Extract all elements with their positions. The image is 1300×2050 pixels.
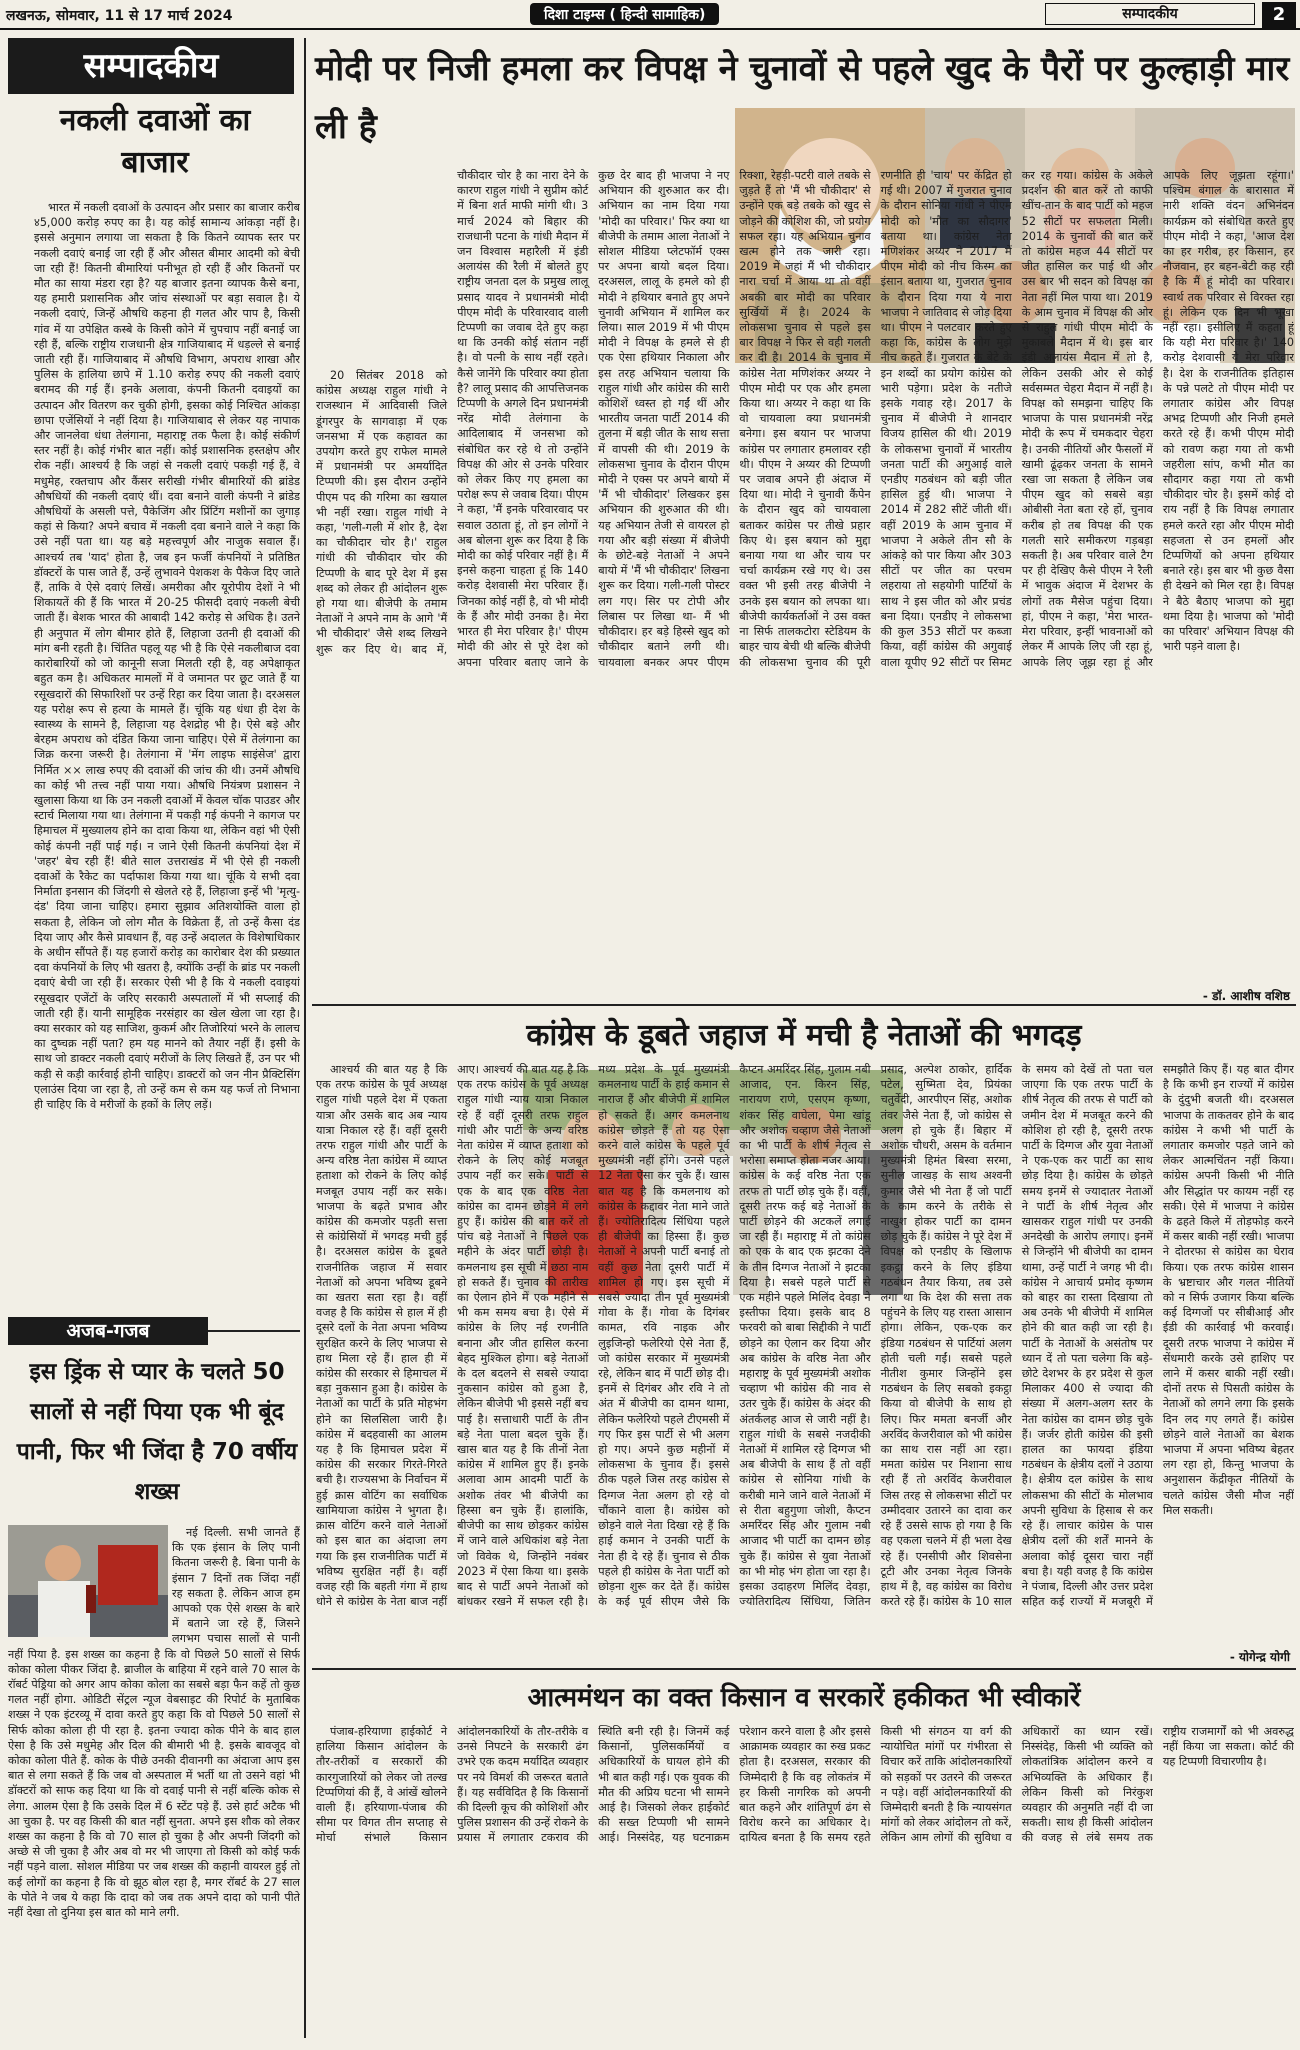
editorial-title: नकली दवाओं का बाजार <box>59 103 251 180</box>
congress-text: आश्चर्य की बात यह है कि एक तरफ कांग्रेस के पूर्व अध्यक्ष राहुल गांधी पहले देश में एकता यात्रा और उसके बाद अब न्याय यात्रा निकाल रहे हैं। वहीं दूसरी तरफ राहुल गांधी और पार्टी के अन्य वरिष्ठ नेता कांग्रेस में व्याप्त हताशा को रोकने के लिए कोई मजबूत उपाय नहीं कर सके। भाजपा के बढ़ते प्रभाव और कांग्रेस की कमजोर पड़ती सत्ता से कांग्रेसियों में भगदड़ मची हुई है। दरअसल कांग्रेस के डूबते राजनीतिक जहाज में सवार नेताओं को अपना भविष्य डूबने का खतरा सता रहा है। वहीं वजह है कि कांग्रेस से हाल में ही दूसरे दलों के नेता अपना भविष्य सुरक्षित करने के लिए भाजपा से हाथ मिला रहे हैं। हाल ही में कांग्रेस की सरकार से हिमाचल में बड़ा नुकसान हुआ है। कांग्रेस के नेताओं का पार्टी के प्रति मोहभंग होने का सिलसिला जारी है। कांग्रेस में बदहवासी का आलम यह है कि हिमाचल प्रदेश में कांग्रेस की सरकार गिरते-गिरते बची है। राज्यसभा के निर्वाचन में हुई क्रास वोटिंग का सर्वाधिक खामियाजा कांग्रेस ने भुगता है। क्रास वोटिंग करने वाले नेताओं को इस बात का अंदाजा लग गया कि इस राजनीतिक पार्टी में भविष्य सुरक्षित नहीं है। वहीं वजह रही कि बहती गंगा में हाथ धोने से कांग्रेस के नेता बाज नहीं आए। आश्चर्य की बात यह है कि एक तरफ कांग्रेस के पूर्व अध्यक्ष राहुल गांधी न्याय यात्रा निकाल रहे हैं वहीं दूसरी तरफ राहुल गांधी और पार्टी के अन्य वरिष्ठ नेता कांग्रेस में व्याप्त हताशा को रोकने के लिए कोई मजबूत उपाय नहीं कर सके। पार्टी से एक के बाद एक वरिष्ठ नेता कांग्रेस का दामन छोड़ने में लगे हुए हैं। कांग्रेस की बात करें तो पांच बड़े नेताओं ने पिछले एक महीने के अंदर पार्टी छोड़ी है। कमलनाथ इस सूची में छठा नाम हो सकते हैं। चुनाव की तारीख का ऐलान होने में एक महीने से भी कम समय बचा है। ऐसे में कांग्रेस के लिए नई रणनीति बनाना और जीत हासिल करना बेहद मुश्किल होगा। बड़े नेताओं के दल बदलने से सबसे ज्यादा नुकसान कांग्रेस को हुआ है, लेकिन बीजेपी भी इससे नहीं बच पाई है। सत्ताधारी पार्टी के तीन बड़े नेता पाला बदल चुके हैं। खास बात यह है कि तीनों नेता कांग्रेस में शामिल हुए हैं। इनके अलावा आम आदमी पार्टी के अशोक तंवर भी बीजेपी का हिस्सा बन चुके हैं। हालांकि, बीजेपी का साथ छोड़कर कांग्रेस में जाने वाले अधिकांश बड़े नेता जो विवेक थे, जिन्होंने नवंबर 2023 में ऐसा किया था। इसके बाद से पार्टी अपने नेताओं को बांधकर रखने में सफल रही है। मध्य प्रदेश के पूर्व मुख्यमंत्री कमलनाथ पार्टी के हाई कमान से नाराज हैं और बीजेपी में शामिल हो सकते हैं। अगर कमलनाथ कांग्रेस छोड़ते हैं तो यह ऐसा करने वाले कांग्रेस के पहले पूर्व मुख्यमंत्री नहीं होंगे। उनसे पहले 12 नेता ऐसा कर चुके हैं। खास बात यह है कि कमलनाथ को कांग्रेस के कद्दावर नेता माने जाते हैं। ज्योतिरादित्य सिंधिया पहले ही बीजेपी का हिस्सा हैं। कुछ नेताओं ने अपनी पार्टी बनाई तो वहीं कुछ नेता दूसरी पार्टी में शामिल हो गए। इस सूची में सबसे ज्यादा तीन पूर्व मुख्यमंत्री गोवा के हैं। गोवा के दिगंबर कामत, रवि नाइक और लुइजिन्हो फलेरियो ऐसे नेता हैं, जो कांग्रेस सरकार में मुख्यमंत्री रहे, लेकिन बाद में पार्टी छोड़ दी। इनमें से दिगंबर और रवि ने तो अंत में बीजेपी का दामन थामा, लेकिन फलेरियो पहले टीएमसी में गए फिर इस पार्टी से भी अलग हो गए। अपने कुछ महीनों में लोकसभा के चुनाव हैं। इससे ठीक पहले जिस तरह कांग्रेस से दिग्गज नेता अलग हो रहे वो चौंकाने वाला है। कांग्रेस को छोड़ने वाले नेता दिखा रहे हैं कि हाई कमान ने उनकी पार्टी के नेता ही दे रहे हैं। चुनाव से ठीक पहले ही कांग्रेस के नेता पार्टी को छोड़ना शुरू कर देते हैं। कांग्रेस के कई पूर्व सीएम जैसे कि कैप्टन अमरिंदर सिंह, गुलाम नबी आजाद, एन. किरन सिंह, नारायण राणे, एसएम कृष्णा, शंकर सिंह वाघेला, पेमा खांडू और अशोक चव्हाण जैसे नेताओं का भी पार्टी के शीर्ष नेतृत्व से भरोसा समाप्त होता नजर आया। कांग्रेस के कई वरिष्ठ नेता एक तरफ तो पार्टी छोड़ चुके हैं। वहीं, दूसरी तरफ कई बड़े नेताओं के पार्टी छोड़ने की अटकलें लगाई जा रही हैं। महाराष्ट्र में तो कांग्रेस को एक के बाद एक झटका देने के तीन दिग्गज नेताओं ने झटका दिया है। सबसे पहले पार्टी से एक महीने पहले मिलिंद देवड़ा ने इस्तीफा दिया। इसके बाद 8 फरवरी को बाबा सिद्दीकी ने पार्टी छोड़ने का ऐलान कर दिया और अब कांग्रेस के वरिष्ठ नेता और महाराष्ट्र के पूर्व मुख्यमंत्री अशोक चव्हाण भी कांग्रेस की नाव से उतर चुके हैं। कांग्रेस के अंदर की अंतर्कलह आज से जारी नहीं है। राहुल गांधी के सबसे नजदीकी नेताओं में शामिल रहे दिग्गज भी अब बीजेपी के साथ हैं तो वहीं कांग्रेस से सोनिया गांधी के करीबी माने जाने वाले नेताओं में से रीता बहुगुणा जोशी, कैप्टन अमरिंदर सिंह और गुलाम नबी आजाद भी पार्टी का दामन छोड़ चुके हैं। कांग्रेस से युवा नेताओं का भी मोह भंग होता जा रहा है। इसका उदाहरण मिलिंद देवड़ा, ज्योतिरादित्य सिंधिया, जितिन प्रसाद, अल्पेश ठाकोर, हार्दिक पटेल, सुष्मिता देव, प्रियंका चतुर्वेदी, आरपीएन सिंह, अशोक तंवर जैसे नेता हैं, जो कांग्रेस से अलग हो चुके हैं। बिहार में अशोक चौधरी, असम के वर्तमान मुख्यमंत्री हिमंत बिस्वा सरमा, सुनील जाखड़ के साथ अश्वनी कुमार जैसे भी नेता हैं जो पार्टी के काम करने के तरीके से नाखुश होकर पार्टी का दामन छोड़ चुके हैं। कांग्रेस ने पूरे देश में विपक्ष को एनडीए के खिलाफ इकट्ठा करने के लिए इंडिया गठबंधन तैयार किया, तब उसे लगा था कि देश की सत्ता तक पहुंचने के लिए यह रास्ता आसान होगा। लेकिन, एक-एक कर इंडिया गठबंधन से पार्टियां अलग होती चली गईं। सबसे पहले नीतीश कुमार जिन्होंने इस गठबंधन के लिए सबको इकट्ठा किया वो बीजेपी के साथ हो लिए। फिर ममता बनर्जी और अरविंद केजरीवाल को भी कांग्रेस का साथ रास नहीं आ रहा। ममता कांग्रेस पर निशाना साध रही हैं तो अरविंद केजरीवाल जिस तरह से लोकसभा सीटों पर उम्मीदवार उतारने का दावा कर रहे हैं उससे साफ हो गया है कि वह एकला चलने में ही भला देख रहे हैं। एनसीपी और शिवसेना टूटी और उनका नेतृत्व जिनके हाथ में है, वह कांग्रेस का विरोध करते रहे हैं। कांग्रेस के 10 साल के समय को देखें तो पता चल जाएगा कि एक तरफ पार्टी के शीर्ष नेतृत्व की तरफ से पार्टी को जमीन देश में मजबूत करने की कोशिश हो रही है, दूसरी तरफ पार्टी के दिग्गज और युवा नेताओं ने एक-एक कर पार्टी का साथ छोड़ दिया है। कांग्रेस के छोड़ते समय इनमें से ज्यादातर नेताओं ने पार्टी के शीर्ष नेतृत्व और खासकर राहुल गांधी पर उनकी अनदेखी के आरोप लगाए। इनमें से जिन्होंने भी बीजेपी का दामन थामा, उन्हें पार्टी ने जगह भी दी। कांग्रेस ने आचार्य प्रमोद कृष्णम को बाहर का रास्ता दिखाया तो अब उनके भी बीजेपी में शामिल होने की बात कही जा रही है। पार्टी के नेताओं के असंतोष पर ध्यान दें तो पता चलेगा कि बड़े-छोटे देशभर के हर प्रदेश से कुल मिलाकर 400 से ज्यादा की संख्या में अलग-अलग स्तर के नेता कांग्रेस का दामन छोड़ चुके हैं। जर्जर होती कांग्रेस की इसी हालत का फायदा इंडिया गठबंधन के क्षेत्रीय दलों ने उठाया है। क्षेत्रीय दल कांग्रेस के साथ लोकसभा की सीटों के मोलभाव अपनी सुविधा के हिसाब से कर रहे हैं। लाचार कांग्रेस के पास क्षेत्रीय दलों की शर्तें मानने के अलावा कोई दूसरा चारा नहीं बचा है। यही वजह है कि कांग्रेस ने पंजाब, दिल्ली और उत्तर प्रदेश सहित कई राज्यों में मजबूरी में समझौते किए हैं। यह बात दीगर है कि कभी इन राज्यों में कांग्रेस के दुंदुभी बजती थी। दरअसल भाजपा के ताकतवर होने के बाद कांग्रेस ने कभी भी पार्टी के लगातार कमजोर पड़ते जाने को लेकर आत्मचिंतन नहीं किया। कांग्रेस अपनी किसी भी नीति और सिद्धांत पर कायम नहीं रह सकी। ऐसे में भाजपा ने कांग्रेस के ढहते किले में तोड़फोड़ करने में कसर बाकी नहीं रखी। भाजपा ने दोतरफा से कांग्रेस का घेराव किया। एक तरफ कांग्रेस शासन के भ्रष्टाचार और गलत नीतियों को न सिर्फ उजागर किया बल्कि कई दिग्गजों पर सीबीआई और ईडी की कार्रवाई भी करवाई। दूसरी तरफ भाजपा ने कांग्रेस में सेंधमारी करके उसे हाशिए पर लाने में कसर बाकी नहीं रखी। दोनों तरफ से पिसती कांग्रेस के नेताओं को लगने लगा कि इसके दिन लद गए लगते हैं। कांग्रेस छोड़ने वाले नेताओं का बेशक भाजपा में अपना भविष्य बेहतर लग रहा हो, किन्तु भाजपा के अनुशासन केंद्रीकृत नीतियों के चलते कांग्रेस जैसी मौज नहीं मिल सकती। <box>316 1063 1294 1609</box>
ajab-gajab-kicker: अजब-गजब <box>8 1317 208 1345</box>
story-divider <box>312 1004 1296 1006</box>
page-header <box>0 0 1300 30</box>
lead-body <box>316 168 1294 986</box>
photo-wrap-spacer <box>8 1525 172 1641</box>
column-divider <box>304 38 306 2038</box>
bottom-body <box>316 1724 1294 2042</box>
congress-headline: कांग्रेस के डूबते जहाज में मची है नेताओं की भगदड़ <box>526 1018 1082 1053</box>
ajab-title: इस ड्रिंक से प्यार के चलते 50 सालों से नहीं पिया एक भी बूंद पानी, फिर भी जिंदा है 70 वर्षीय शख्स <box>16 1359 298 1505</box>
congress-byline: - योगेन्द्र योगी <box>1229 1650 1290 1664</box>
issue-date: लखनऊ, सोमवार, 11 से 17 मार्च 2024 <box>6 8 233 24</box>
page-number: 2 <box>1262 2 1296 28</box>
congress-body <box>316 1062 1294 1647</box>
ajab-body <box>8 1525 300 2045</box>
bottom-text: पंजाब-हरियाणा हाईकोर्ट ने हालिया किसान आंदोलन के तौर-तरीकों व सरकारों की कारगुजारियों को लेकर जो तल्ख टिप्पणियां की हैं, वे आंखें खोलने वाली हैं। हरियाणा-पंजाब की सीमा पर विगत तीन सप्ताह से मोर्चा संभाले किसान आंदोलनकारियों के तौर-तरीके व उनसे निपटने के सरकारी ढंग उभरे एक कदम मर्यादित व्यवहार पर नये विमर्श की जरूरत बताते हैं। यह सर्वविदित है कि किसानों की दिल्ली कूच की कोशिशों और पुलिस प्रशासन की उन्हें रोकने के प्रयास में लगातार टकराव की स्थिति बनी रही है। जिनमें कई किसानों, पुलिसकर्मियों व अधिकारियों के घायल होने की भी बात कही गई। एक युवक की मौत की अप्रिय घटना भी सामने आई है। जिसको लेकर हाईकोर्ट की सख्त टिप्पणी भी सामने आई। निस्संदेह, यह घटनाक्रम परेशान करने वाला है और इससे आक्रामक व्यवहार का रुख प्रकट होता है। दरअसल, सरकार की जिम्मेदारी है कि वह लोकतंत्र में हर किसी नागरिक को अपनी बात कहने और शांतिपूर्ण ढंग से विरोध करने का अधिकार दे। दायित्व बनता है कि समय रहते किसी भी संगठन या वर्ग की न्यायोचित मांगों पर गंभीरता से विचार करें ताकि आंदोलनकारियों को सड़कों पर उतरने की जरूरत न पड़े। वहीं आंदोलनकारियों की जिम्मेदारी बनती है कि न्यायसंगत मांगों को लेकर आंदोलन तो करें, लेकिन आम लोगों की सुविधा व अधिकारों का ध्यान रखें। निस्संदेह, किसी भी व्यक्ति को लोकतांत्रिक आंदोलन करने व अभिव्यक्ति के अधिकार हैं। लेकिन किसी को निरंकुश व्यवहार की अनुमति नहीं दी जा सकती। साथ ही किसी आंदोलन की वजह से लंबे समय तक राष्ट्रीय राजमार्गों को भी अवरुद्ध नहीं किया जा सकता। कोर्ट की यह टिप्पणी विचारणीय है। <box>316 1725 1294 1845</box>
section-label: सम्पादकीय <box>1045 3 1255 25</box>
newspaper-name: दिशा टाइम्स ( हिन्दी सामाहिक) <box>530 3 719 25</box>
bottom-divider <box>312 1668 1296 1670</box>
lead-text: 20 सितंबर 2018 को कांग्रेस अध्यक्ष राहुल गांधी ने राजस्थान में आदिवासी जिले डूंगरपुर के सागवाड़ा में एक जनसभा में एक कहावत का उपयोग करते हुए राफेल मामले में प्रधानमंत्री पर अमर्यादित टिप्पणी की। इस दौरान उन्होंने पीएम पद की गरिमा का खयाल भी नहीं रखा। राहुल गांधी ने कहा, 'गली-गली में शोर है, देश का चौकीदार चोर है।' राहुल गांधी की चौकीदार चोर की टिप्पणी के बाद पूरे देश में इस शब्द को लेकर ही आंदोलन शुरू हो गया था। बीजेपी के तमाम नेताओं ने अपने नाम के आगे 'मैं भी चौकीदार' जैसे शब्द लिखने शुरू कर दिए थे। बाद में, चौकीदार चोर है का नारा देने के कारण राहुल गांधी ने सुप्रीम कोर्ट में बिना शर्त माफी मांगी थी। 3 मार्च 2024 को बिहार की राजधानी पटना के गांधी मैदान में जन विश्वास महारैली में इंडी अलायंस की रैली में बोलते हुए राष्ट्रीय जनता दल के प्रमुख लालू प्रसाद यादव ने प्रधानमंत्री मोदी पीएम मोदी के परिवारवाद वाली टिप्पणी का जवाब देते हुए कहा था कि उनकी कोई संतान नहीं है। वो पत्नी के साथ नहीं रहते। कैसे जानेंगे कि परिवार क्या होता है? लालू प्रसाद की आपत्तिजनक टिप्पणी के अगले दिन प्रधानमंत्री नरेंद्र मोदी तेलंगाना के आदिलाबाद में जनसभा को संबोधित कर रहे थे तो उन्होंने विपक्ष की ओर से उनके परिवार को लेकर किए गए हमला का परोक्ष रूप से जवाब दिया। पीएम ने कहा, 'मैं इनके परिवारवाद पर सवाल उठाता हूं, तो इन लोगों ने अब बोलना शुरू कर दिया है कि मोदी का कोई परिवार नहीं है। मैं इनसे कहना चाहता हूं कि 140 करोड़ देशवासी मेरा परिवार हैं। जिनका कोई नहीं है, वो भी मोदी के हैं और मोदी उनका है। मेरा भारत ही मेरा परिवार है।' पीएम मोदी की ओर से पूरे देश को अपना परिवार बताए जाने के कुछ देर बाद ही भाजपा ने नए अभियान की शुरुआत कर दी। अभियान का नाम दिया गया 'मोदी का परिवार।' फिर क्या था बीजेपी के तमाम आला नेताओं ने सोशल मीडिया प्लेटफॉर्म एक्स पर अपना बायो बदल दिया। दरअसल, लालू के हमले को ही मोदी ने हथियार बनाते हुए अपने चुनावी अभियान में शामिल कर लिया। साल 2019 में भी पीएम मोदी ने विपक्ष के हमले से ही एक ऐसा हथियार निकाला और इस तरह अभियान चलाया कि राहुल गांधी और कांग्रेस की सारी कोशिशें ध्वस्त हो गईं थीं और भारतीय जनता पार्टी 2014 की तुलना में बड़ी जीत के साथ सत्ता में वापसी की थी। 2019 के लोकसभा चुनाव के दौरान पीएम मोदी ने एक्स पर अपने बायो में 'मैं भी चौकीदार' लिखकर इस अभियान की शुरुआत की थी। यह अभियान तेजी से वायरल हो गया और बड़ी संख्या में बीजेपी के छोटे-बड़े नेताओं ने अपने बायो में 'मैं भी चौकीदार' लिखना शुरू कर दिया। गली-गली पोस्टर लग गए। सिर पर टोपी और लिबास पर लिखा था- मैं भी चौकीदार। हर बड़े हिस्से खुद को चौकीदार बताने लगी थी। चायवाला बनकर अपर पीएम रिक्शा, रेहड़ी-पटरी वाले तबके से जुड़ते हैं तो 'मैं भी चौकीदार' से उन्होंने एक बड़े तबके को खुद से जोड़ने की कोशिश की, जो प्रयोग सफल रहा। यह अभियान चुनाव खत्म होने तक जारी रहा। 2019 में जहां मैं भी चौकीदार नारा चर्चा में आया था तो वहीं अबकी बार मोदी का परिवार सुर्खियों में है। 2024 के लोकसभा चुनाव से पहले इस बार विपक्ष ने फिर से वही गलती कर दी है। 2014 के चुनाव में कांग्रेस नेता मणिशंकर अय्यर ने पीएम मोदी पर एक और हमला किया था। अय्यर ने कहा था कि वो चायवाला क्या प्रधानमंत्री बनेगा। इस बयान पर भाजपा कांग्रेस पर लगातार हमलावर रही थी। पीएम ने अय्यर की टिप्पणी पर जवाब अपने ही अंदाज में दिया था। मोदी ने चुनावी कैंपेन के दौरान खुद को चायवाला बताकर कांग्रेस पर तीखे प्रहार किए थे। इस बयान को मुद्दा बनाया गया था और चाय पर चर्चा कार्यक्रम रखे गए थे। उस वक्त भी इसी तरह बीजेपी ने उनके इस बयान को लपका था। बीजेपी कार्यकर्ताओं ने उस वक्त ना सिर्फ तालकटोरा स्टेडियम के बाहर चाय बेची थी बल्कि बीजेपी की लोकसभा चुनाव की पूरी रणनीति ही 'चाय' पर केंद्रित हो गई थी। 2007 में गुजरात चुनाव के दौरान सोनिया गांधी ने पीएम मोदी को 'मौत का सौदागर' बताया था। कांग्रेस नेता मणिशंकर अय्यर ने 2017 में पीएम मोदी को नीच किस्म का इंसान बताया था, गुजरात चुनाव के दौरान दिया गया ये नारा भाजपा ने जातिवाद से जोड़ दिया था। पीएम ने पलटवार करते हुए कहा कि, कांग्रेस के लोग मुझे नीच कहते हैं। गुजरात के बेटे के इन शब्दों का प्रयोग कांग्रेस को भारी पड़ेगा। प्रदेश के नतीजे इसके गवाह रहे। 2017 के चुनाव में बीजेपी ने शानदार विजय हासिल की थी। 2019 के लोकसभा चुनावों में भारतीय जनता पार्टी की अगुआई वाले एनडीए गठबंधन को बड़ी जीत हासिल हुई थी। भाजपा ने 2014 में 282 सीटें जीती थीं। वहीं 2019 के आम चुनाव में भाजपा ने अकेले तीन सौ के आंकड़े को पार किया और 303 सीटों पर जीत का परचम लहराया तो सहयोगी पार्टियों के साथ ने इस जीत को और प्रचंड बना दिया। एनडीए ने लोकसभा की कुल 353 सीटों पर कब्जा किया, वहीं कांग्रेस की अगुवाई वाला यूपीए 92 सीटों पर सिमट कर रह गया। कांग्रेस के अकेले प्रदर्शन की बात करें तो काफी खींच-तान के बाद पार्टी को महज 52 सीटों पर सफलता मिली। 2014 के चुनावों की बात करें तो कांग्रेस महज 44 सीटों पर जीत हासिल कर पाई थी और उस बार भी सदन को विपक्ष का नेता नहीं मिल पाया था। 2019 के आम चुनाव में विपक्ष की ओर से राहुल गांधी पीएम मोदी के मुकाबले मैदान में थे। इस बार इंडी अलायंस मैदान में तो है, लेकिन उसकी ओर से कोई सर्वसम्मत चेहरा मैदान में नहीं है। विपक्ष को समझना चाहिए कि भाजपा के पास प्रधानमंत्री नरेंद्र मोदी के रूप में चमकदार चेहरा है। उनकी नीतियों और फैसलों में खामी ढूंढ़कर जनता के सामने रखा जा सकता है लेकिन जब पीएम खुद को सबसे बड़ा ओबीसी नेता बता रहे हों, चुनाव करीब हो तब विपक्ष की एक गलती सारे समीकरण गड़बड़ा सकती है। अब परिवार वाले टैग पर ही देखिए कैसे पीएम ने रैली में भावुक अंदाज में देशभर के लोगों तक मैसेज पहुंचा दिया। हां, पीएम ने कहा, 'मेरा भारत-मेरा परिवार, इन्हीं भावनाओं को लेकर मैं आपके लिए जी रहा हूं, आपके लिए जूझ रहा हूं और आपके लिए जूझता रहूंगा।' पश्चिम बंगाल के बारासात में नारी शक्ति वंदन अभिनंदन कार्यक्रम को संबोधित करते हुए पीएम मोदी ने कहा, 'आज देश का हर गरीब, हर किसान, हर नौजवान, हर बहन-बेटी कह रही है कि मैं हूं मोदी का परिवार। स्वार्थ तक परिवार से विरक्त रहा हूं। लेकिन एक दिन भी भूखा नहीं रहा। इसीलिए मैं कहता हूं कि यही मेरा परिवार है।' 140 करोड़ देशवासी ये मेरा परिवार है। देश के राजनीतिक इतिहास के पन्ने पलटे तो पीएम मोदी पर लगातार कांग्रेस और विपक्ष अभद्र टिप्पणी और निजी हमले करते रहे हैं। कभी पीएम मोदी को रावण कहा गया तो कभी जहरीला सांप, कभी मौत का सौदागर कहा गया तो कभी चौकीदार चोर है। इसमें कोई दो राय नहीं है कि विपक्ष लगातार हमले करते रहा और पीएम मोदी सहजता से उन हमलों और टिप्पणियों को अपना हथियार बनाते रहे। इस बार भी कुछ वैसा ही देखने को मिल रहा है। विपक्ष ने बैठे बैठाए भाजपा को मुद्दा थमा दिया है। भाजपा को 'मोदी का परिवार' अभियान विपक्ष की भारी पड़ने वाला है। <box>316 169 1294 669</box>
ajab-text: नई दिल्ली. सभी जानते हैं कि एक इंसान के लिए पानी कितना जरूरी है. बिना पानी के इंसान 7 दिनों तक जिंदा नहीं रह सकता है. लेकिन आज हम आपको एक ऐसे शख्स के बारे में बताने जा रहे हैं, जिसने लगभग पचास सालों से पानी नहीं पिया है. इस शख्स का कहना है कि वो पिछले 50 सालों से सिर्फ कोका कोला पीकर जिंदा है. ब्राजील के बाहिया में रहने वाले 70 साल के रॉबर्ट पेड्रिया को अगर आप कोका कोला का सबसे बड़ा फैन कहें तो कुछ गलत नहीं होगा. ओडिटी सेंट्रल न्यूज वेबसाइट की रिपोर्ट के मुताबिक शख्स ने एक इंटरव्यू में दावा करते हुए कहा कि वो पिछले 50 सालों से सिर्फ कोका कोला ही पी रहा है. इतना ज्यादा कोक पीने के बाद हाल ऐसा है कि उसे मधुमेह और दिल की बीमारी भी है. इसके बावजूद वो कोका कोला पीते हैं. कोक के पीछे उनकी दीवानगी का अंदाजा आप इस बात से लगा सकते हैं कि जब वो अस्पताल में भर्ती था तो उसने वहां भी डॉक्टरों को साफ कह दिया था कि वो दवाई पानी से नहीं बल्कि कोक से लेगा. आलम ऐसा है कि उसके दिल में 6 स्टेंट पड़े हैं. उसे हार्ट अटैक भी आ चुका है. पर वह किसी की बात नहीं सुनता. अपने इस शौक को लेकर शख्स का कहना है कि वो 70 साल हो चुका है और अपनी जिंदगी को अच्छे से जी चुका है और अब वो मर भी जाएगा तो किसी को कोई फर्क नहीं पड़ने वाला. सोशल मीडिया पर जब शख्स की कहानी वायरल हुई तो कई लोगों का कहना है कि वो झूठ बोल रहा है, मगर रॉबर्ट के 27 साल के पोते ने जब ये कहा कि दादा को जब तक अपने दादा को पानी पीते नहीं देखा तो दुनिया इस बात को माने लगी. <box>8 1526 300 1920</box>
kicker-rule <box>208 1330 300 1332</box>
bottom-headline: आत्ममंथन का वक्त किसान व सरकारें हकीकत भी स्वीकारें <box>527 1683 1081 1713</box>
lead-byline: - डॉ. आशीष वशिष्ठ <box>1202 989 1290 1003</box>
editorial-body <box>34 200 300 1310</box>
editorial-text: भारत में नकली दवाओं के उत्पादन और प्रसार का बाजार करीब ४5,000 करोड़ रुपए का है। यह कोई सामान्य आंकड़ा नहीं है। इससे अनुमान लगाया जा सकता है कि कितने व्यापक स्तर पर नकली दवाएं बनाई जा रही हैं और औसत बीमार आदमी को बेची जा रही हैं! कितनी बीमारियां पनीभूत हो रही हैं और कितनों पर मौत का साया मंडरा रहा है? यह बाजार इतना व्यापक कैसे बना, यह हमारी प्रशासनिक और जांच संस्थाओं पर बड़ा सवाल है। ये नकली दवाएं, जिन्हें औषधि कहना ही गलत और पाप है, किसी गांव में या उपेक्षित कस्बे के किसी कोने में चुपचाप नहीं बनाई जा रही हैं, बल्कि राष्ट्रीय राजधानी क्षेत्र गाजियाबाद में धड़ल्ले से बनाई जाती रही हैं। गाजियाबाद में औषधि विभाग, अपराध शाखा और पुलिस के हालिया छापे में 1.10 करोड़ रुपए की नकली दवाएं बरामद की गई हैं। इनके अलावा, कंपनी कितनी दवाइयों का उत्पादन और वितरण कर चुकी होगी, इसका कोई निश्चित आंकड़ा छापा एजेंसियों ने नहीं दिया है। गाजियाबाद से लेकर यह नापाक और जानलेवा धंधा तेलंगाना, महाराष्ट्र तक फैला है। कोई संकीर्ण स्तर नहीं है। कोई गंभीर बात नहीं। कोई प्रशासनिक हस्तक्षेप और रोक नहीं। आश्चर्य है कि जहां से नकली दवाएं पकड़ी गई हैं, वे मधुमेह, रक्तचाप और कैंसर सरीखी गंभीर बीमारियों की ब्रांडेड औषधियों की नकली दवाएं थीं। दवा बनाने वाली कंपनी ने ब्रांडेड औषधियों के असली पत्ते, पैकेजिंग और प्रिंटिंग मशीनों का जुगाड़ कहां से किया? अपने बचाव में नकली दवा बनाने वाले ने कहा कि उसे नहीं पता था। यह बड़े महत्त्वपूर्ण और नाजुक सवाल हैं। आश्चर्य तब 'याद' होता है, जब इन फर्जी कंपनियों ने प्रतिष्ठित डॉक्टरों के पास जाते हैं, उन्हें लुभावने पेशकश के पैकेज दिए जाते हैं, ताकि वे ऐसे दवाएं लिखें। अमरीका और यूरोपीय देशों ने भी शिकायतें की हैं कि भारत में 20-25 फीसदी दवाएं नकली बेची जाती हैं। बेशक भारत की आबादी 142 करोड़ से अधिक है। उतने ही अनुपात में लोग बीमार होते हैं, लिहाजा उतनी ही दवाओं की मांग बनी रहती है। चिंतित पहलू यह भी है कि ऐसे नकलीबाज दवा कारोबारियों को जो कानूनी सजा मिलती रही है, वह अपेक्षाकृत बहुत कम है। अधिकतर मामलों में वे जमानत पर छूट जाते हैं या रसूखदारों की सिफारिशों पर उन्हें रिहा कर दिया जाता है। दरअसल यह परोक्ष रूप से हत्या के मामले हैं। चूंकि यह धंधा ही देश के स्वास्थ्य के सामने है, लिहाजा यह देशद्रोह भी है। ऐसे बड़े और बेरहम अपराध को दंडित किया जाना चाहिए। ऐसे में तेलंगाना का जिक्र करना जरूरी है। तेलंगाना में 'मेंग लाइफ साइंसेज' द्वारा निर्मित ×× लाख रुपए की दवाओं की जांच की थी। उनमें औषधि का कोई भी तत्त्व नहीं पाया गया। औषधि नियंत्रण प्रशासन ने खुलासा किया था कि उन नकली दवाओं में केवल चॉक पाउडर और स्टार्च मिलाया गया था। तेलंगाना में पकड़ी गई कंपनी ने कागज पर हिमाचल में मुख्यालय होने का दावा किया था, लेकिन वहां भी ऐसी कोई कंपनी नहीं पाई गई। न जाने ऐसी कितनी कंपनियां देश में 'जहर' बेच रही हैं! बीते साल उत्तराखंड में भी ऐसे ही नकली दवाओं के रैकेट का पर्दाफाश किया गया था। चूंकि ये सभी दवा निर्माता इनसान की जिंदगी से खेलते रहे हैं, लिहाजा इन्हें भी 'मृत्यु-दंड' दिया जाना चाहिए। हमारा सुझाव अतिशयोक्ति वाला हो सकता है, लेकिन जो लोग मौत के विक्रेता हैं, तो उन्हें कैसा दंड दिया जाए और कैसे प्रावधान हैं, वह उन्हें अदालत के विशेषाधिकार के अधीन सौंपते हैं। यह हजारों करोड़ का कारोबार देश की प्रख्यात दवा कंपनियों के लिए भी खतरा है, क्योंकि उन्हीं के ब्रांड पर नकली दवाएं बेची जा रही हैं। सरकार ऐसी भी है कि ये नकली दवाइयां रसूखदार एजेंटों के जरिए सरकारी अस्पतालों में भी सप्लाई की जाती रही हैं। यानी सामूहिक नरसंहार का खेल खेला जा रहा है। क्या सरकार को यह साजिश, कुकर्म और तिजोरियां भरने के लालच का दुष्चक्र नहीं पता? हम यह मानने को तैयार नहीं हैं। इसी के साथ जो डाक्टर नकली दवाएं मरीजों के लिए लिखते हैं, उन पर भी कड़ी से कड़ी कार्रवाई होनी चाहिए। डाक्टरों को जन नीन प्रैक्टिसिंग एलाउंस दिया जा रहा है, तो उन्हें कम से कम यह फर्ज तो निभाना ही चाहिए कि वे मरीजों के हकों के लिए लड़ें। <box>34 201 300 1111</box>
lead-headline: मोदी पर निजी हमला कर विपक्ष ने चुनावों से पहले खुद के पैरों पर कुल्हाड़ी मार ली है <box>315 49 1290 147</box>
photo-spacer <box>316 168 447 368</box>
editorial-banner: सम्पादकीय <box>8 38 294 94</box>
